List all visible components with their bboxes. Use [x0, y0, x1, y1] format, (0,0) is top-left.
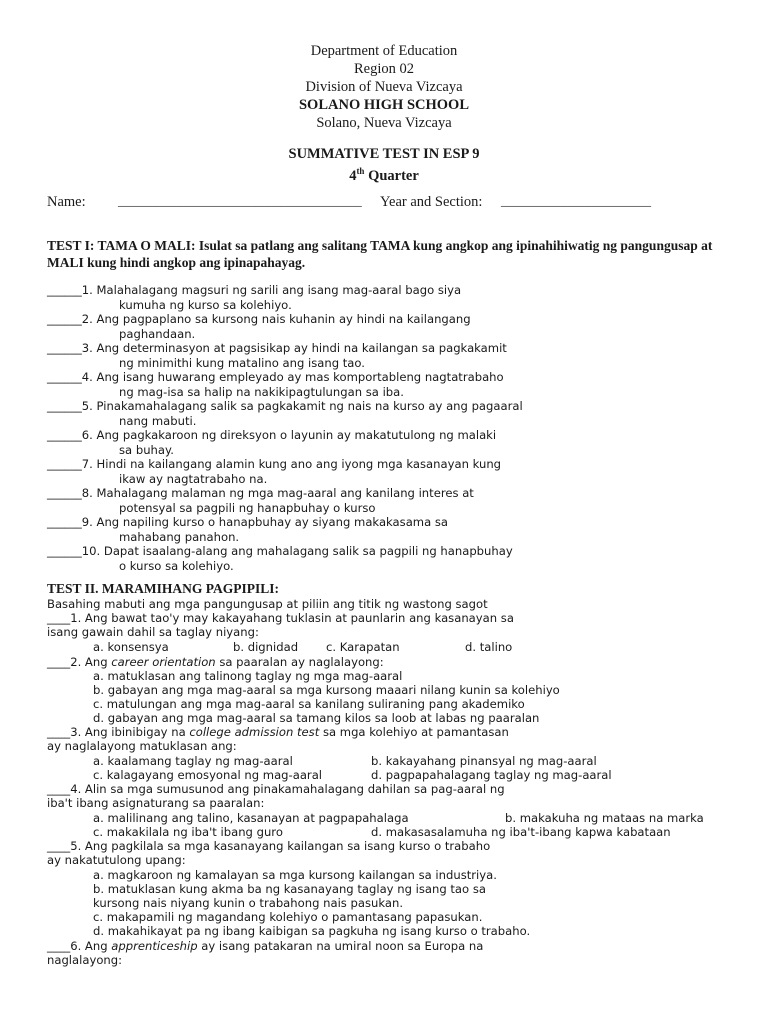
test1-item-text: 3. Ang determinasyon at pagsisikap ay hindi na kailangan sa pagkakamit: [81, 341, 507, 355]
test1-item-text: 2. Ang pagpaplano sa kursong nais kuhanin ay hindi na kailangang: [81, 312, 471, 326]
test2-instruction: Basahing mabuti ang mga pangungusap at piliin ang titik ng wastong sagot: [47, 597, 488, 611]
q4-option-a: a. malilinang ang talino, kasanayan at pagpapahalaga: [93, 811, 409, 825]
q1-line1: ____1. Ang bawat tao'y may kakayahang tuklasin at paunlarin ang kasanayan sa: [47, 611, 514, 625]
q3-stem-post: sa mga kolehiyo at pamantasan: [319, 725, 509, 739]
test1-item-text: 5. Pinakamahalagang salik sa pagkakamit ng nais na kurso ay ang pagaaral: [81, 399, 523, 413]
q2-option-c: c. matulungan ang mga mag-aaral sa kanilang suliraning pang akademiko: [93, 697, 525, 711]
quarter-label: [0, 163, 768, 185]
department-line: Department of Education: [310, 43, 458, 59]
test1-item-continuation: ikaw ay nagtatrabaho na.: [119, 471, 268, 486]
q3-option-c: c. kalagayang emosyonal ng mag-aaral: [93, 768, 323, 782]
test1-item: [47, 457, 501, 472]
q5-option-b-cont: kursong nais niyang kunin o trabahong nais pasukan.: [93, 896, 404, 910]
answer-blank[interactable]: ______: [47, 312, 82, 326]
test1-item-continuation: nang mabuti.: [119, 413, 197, 428]
test1-item-text: 8. Mahalagang malaman ng mga mag-aaral ang kanilang interes at: [81, 486, 474, 500]
q3-stem-emphasis: college admission test: [189, 725, 320, 739]
q2-stem-emphasis: career orientation: [111, 655, 216, 669]
answer-blank[interactable]: ______: [47, 515, 82, 529]
q2-stem-pre: ____2. Ang: [47, 655, 112, 669]
q2-stem: [47, 655, 384, 670]
school-address: Solano, Nueva Vizcaya: [316, 115, 452, 131]
q5-line2: ay nakatutulong upang:: [47, 853, 186, 867]
q3-stem-pre: ____3. Ang ibinibigay na: [47, 725, 190, 739]
year-section-blank[interactable]: ________________________: [501, 194, 651, 208]
answer-blank[interactable]: ______: [47, 283, 82, 297]
test1-instructions: TEST I: TAMA O MALI: Isulat sa patlang ang salitang TAMA kung angkop ang ipinahihiwatig ng pangungusap at MALI kung hindi angkop ang ipinapahayag.: [47, 238, 713, 270]
q3-line2: ay naglalayong matuklasan ang:: [47, 739, 237, 753]
q2-option-b: b. gabayan ang mga mag-aaral sa mga kursong maaari nilang kunin sa kolehiyo: [93, 683, 560, 697]
answer-blank[interactable]: ______: [47, 428, 82, 442]
test1-item: [47, 370, 504, 385]
q4-line2: iba't ibang asignaturang sa paaralan:: [47, 796, 265, 810]
name-blank[interactable]: _______________________________________: [118, 194, 362, 208]
q4-option-d: d. makasasalamuha ng iba't-ibang kapwa kabataan: [371, 825, 671, 839]
answer-blank[interactable]: ______: [47, 399, 82, 413]
test1-item-continuation: mahabang panahon.: [119, 529, 240, 544]
q1-option-c: c. Karapatan: [326, 640, 400, 654]
school-name: SOLANO HIGH SCHOOL: [298, 97, 469, 113]
region-line: Region 02: [353, 61, 414, 77]
q6-stem-post: ay isang patakaran na umiral noon sa Europa na: [197, 939, 484, 953]
q2-option-d: d. gabayan ang mga mag-aaral sa tamang kilos sa loob at labas ng paaralan: [93, 711, 540, 725]
test1-item: [47, 399, 523, 414]
year-section-label: Year and Section:: [380, 194, 483, 210]
test-title-main: SUMMATIVE TEST IN ESP 9: [288, 146, 480, 162]
q2-option-a: a. matuklasan ang talinong taglay ng mga mag-aaral: [93, 669, 403, 683]
q4-line1: ____4. Alin sa mga sumusunod ang pinakamahalagang dahilan sa pag-aaral ng: [47, 782, 505, 796]
answer-blank[interactable]: ______: [47, 457, 82, 471]
answer-blank[interactable]: ______: [47, 341, 82, 355]
q6-stem: [47, 939, 483, 954]
test2-heading: TEST II. MARAMIHANG PAGPIPILI:: [47, 581, 280, 596]
test1-item-continuation: potensyal sa pagpili ng hanapbuhay o kurso: [119, 500, 376, 515]
q3-option-d: d. pagpapahalagang taglay ng mag-aaral: [371, 768, 612, 782]
test1-item: [47, 544, 513, 559]
test1-item-continuation: o kurso sa kolehiyo.: [119, 558, 234, 573]
test1-item-text: 7. Hindi na kailangang alamin kung ano ang iyong mga kasanayan kung: [81, 457, 502, 471]
test1-item: [47, 283, 461, 298]
q6-stem-pre: ____6. Ang: [47, 939, 112, 953]
student-info-row: [47, 194, 727, 212]
q4-option-b: b. makakuha ng mataas na marka: [505, 811, 704, 825]
q2-stem-post: sa paaralan ay naglalayong:: [215, 655, 384, 669]
q5-option-b: b. matuklasan kung akma ba ng kasanayang taglay ng isang tao sa: [93, 882, 486, 896]
q6-stem-emphasis: apprenticeship: [111, 939, 198, 953]
quarter-word: Quarter: [364, 167, 419, 184]
test1-item-continuation: sa buhay.: [119, 442, 174, 457]
q3-stem: [47, 725, 509, 740]
q3-option-b: b. kakayahang pinansyal ng mag-aaral: [371, 754, 597, 768]
answer-blank[interactable]: ______: [47, 544, 82, 558]
name-label: Name:: [47, 194, 86, 210]
division-line: Division of Nueva Vizcaya: [305, 79, 463, 95]
test1-item-continuation: kumuha ng kurso sa kolehiyo.: [119, 297, 292, 312]
test1-item-continuation: paghandaan.: [119, 326, 196, 341]
test-title: [0, 146, 768, 185]
test1-item-text: 9. Ang napiling kurso o hanapbuhay ay siyang makakasama sa: [81, 515, 449, 529]
test1-item: [47, 341, 507, 356]
q4-option-c: c. makakilala ng iba't ibang guro: [93, 825, 283, 839]
q1-option-b: b. dignidad: [233, 640, 299, 654]
test1-item: [47, 515, 448, 530]
answer-blank[interactable]: ______: [47, 370, 82, 384]
q6-line2: naglalayong:: [47, 953, 123, 967]
quarter-number: 4: [349, 167, 357, 184]
q1-line2: isang gawain dahil sa taglay niyang:: [47, 625, 259, 639]
quarter-suffix: th: [356, 166, 365, 176]
test1-item-text: 1. Malahalagang magsuri ng sarili ang isang mag-aaral bago siya: [81, 283, 462, 297]
test1-item-continuation: ng minimithi kung matalino ang isang tao.: [119, 355, 365, 370]
q5-option-a: a. magkaroon ng kamalayan sa mga kursong kailangan sa industriya.: [93, 868, 497, 882]
test1-item-text: 6. Ang pagkakaroon ng direksyon o layunin ay makatutulong ng malaki: [81, 428, 497, 442]
test1-item: [47, 428, 496, 443]
q1-option-a: a. konsensya: [93, 640, 169, 654]
test1-item: [47, 486, 474, 501]
test1-item: [47, 312, 471, 327]
q5-line1: ____5. Ang pagkilala sa mga kasanayang kailangan sa isang kurso o trabaho: [47, 839, 491, 853]
answer-blank[interactable]: ______: [47, 486, 82, 500]
document-header: [0, 42, 768, 132]
q3-option-a: a. kaalamang taglay ng mag-aaral: [93, 754, 293, 768]
test1-item-continuation: ng mag-isa sa halip na nakikipagtulungan sa iba.: [119, 384, 404, 399]
test1-item-text: 10. Dapat isaalang-alang ang mahalagang salik sa pagpili ng hanapbuhay: [81, 544, 513, 558]
test1-item-text: 4. Ang isang huwarang empleyado ay mas komportableng nagtatrabaho: [81, 370, 504, 384]
q5-option-c: c. makapamili ng magandang kolehiyo o pamantasang papasukan.: [93, 910, 483, 924]
q1-option-d: d. talino: [465, 640, 513, 654]
q5-option-d: d. makahikayat pa ng ibang kaibigan sa pagkuha ng isang kurso o trabaho.: [93, 924, 531, 938]
